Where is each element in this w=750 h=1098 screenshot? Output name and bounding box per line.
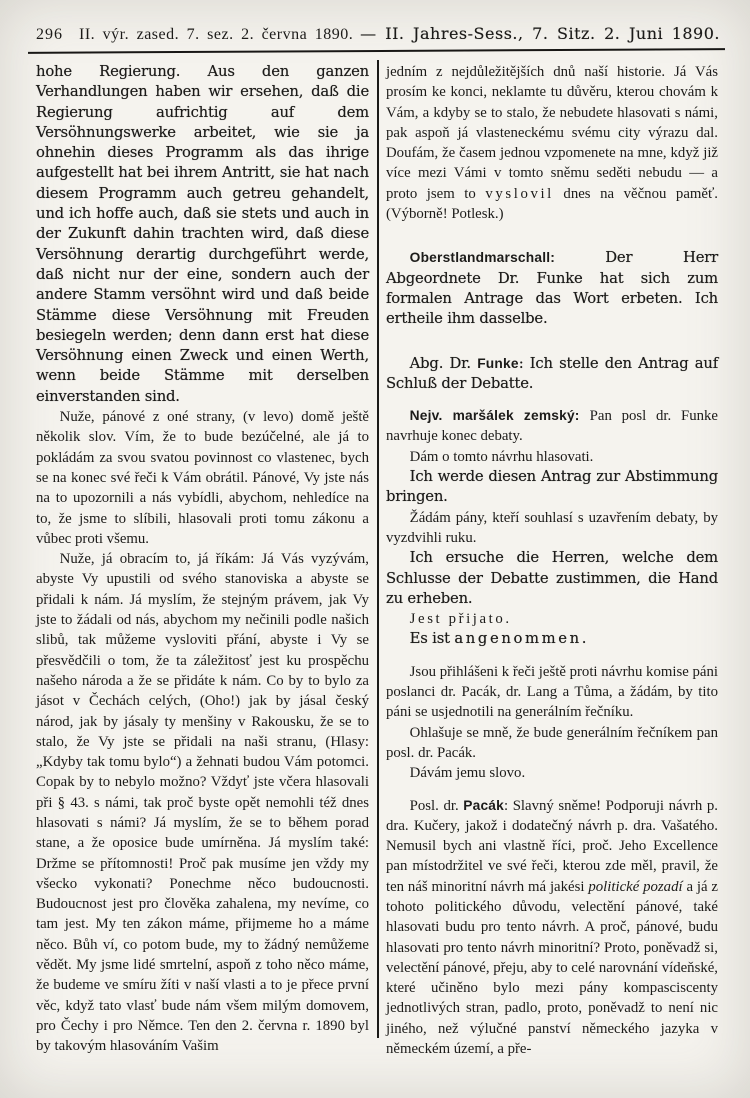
text-segment: a já z tohoto politického důvodu, velectění pánové, také hlasovati budu pro tento návrh. A proč, pánové, budu hlasovati pro tento návrh minoritní? Proto, poněvadž si, velectění pánové, přeju, aby to celé narovnání vídeňské, které učiněno bylo mezi pány kompasciscenty jednotlivých stran, padlo, proto, poněvadž to není nic jiného, než výlučné panství německého jazyka v německém území, a pře-: [386, 878, 719, 1058]
text-segment: Pan posl dr. Funke navrhuje konec debaty.: [386, 408, 718, 445]
text-segment: Ich werde diesen Antrag zur Abstimmung bringen.: [386, 468, 718, 506]
text-segment-emphasized: angenommen.: [454, 630, 590, 648]
speaker-label: Nejv. maršálek zemský:: [409, 408, 590, 424]
paragraph: [36, 62, 369, 407]
session-title-czech: II. výr. zased. 7. sez. 2. června 1890.: [79, 26, 354, 43]
paragraph: [386, 354, 718, 395]
paragraph: [386, 609, 718, 629]
session-title-german: — II. Jahres-Sess., 7. Sitz. 2. Juni 1890.: [360, 24, 720, 43]
text-segment: Žádám pány, kteří souhlasí s uzavřením debaty, by vyzdvihli ruku.: [386, 509, 718, 546]
paragraph: [386, 248, 718, 329]
text-segment: dnes na věčnou paměť. (Výborně! Potlesk.): [386, 185, 718, 223]
paragraph: [386, 763, 718, 783]
text-segment: Posl. dr.: [409, 797, 464, 814]
paragraph: [386, 62, 718, 224]
text-segment: Ohlašuje se mně, že bude generálním řečníkem pan posl. dr. Pacák.: [386, 724, 718, 761]
text-segment: : Ich stelle den Antrag auf Schluß der Debatte.: [386, 354, 718, 392]
text-segment: Nuže, já obracím to, já říkám: Já Vás vyzývám, abyste Vy upustili od svého stanoviska a abyste se přidali k nám. Já myslím, že stejným právem, jak Vy jste to žádali od nás, abychom my nečinili podle našich slibů, tak můžeme vysloviti přání, abyste i Vy se přesvědčili o tom, že ta záležitosť jest ku prospěchu našeho národa a že se přidáte k nám. Co by to bylo za jásot v Čechách celých, (Oho!) jak by jásal český národ, jak by jásaly ty menšiny v Rakousku, že se to stalo, že Vy jste se přidali na naši stranu, (Hlasy: „Kdyby tak tomu bylo“) a žehnati budou Vám potomci. Copak by to nebylo možno? Vždyť jste včera hlasovali při § 43. s námi, tak proč byste opět nemohli též dnes hlasovati s námi? Já myslím, že se to během porad stane, a že oposice bude umírněna. Já myslím také: Držme se přítomnosti! Proč pak musíme jen vždy my všecko vykonati? Ponechme něco budoucnosti. Budoucnost jest pro člověka zahalena, my nevíme, co tam jest. My ten zákon máme, přijmeme ho a máme něco. Bůh ví, co potom bude, my to žádný nemůžeme vědět. My jsme lidé smrtelní, aspoň z toho něco máme, že budeme ve smíru žíti v naší vlasti a to je přece první věc, když tato vlasť bude nám všem milým domovem, pro Čechy i pro Němce. Ten den 2. června r. 1890 byl by takovým hlasováním Vašim: [36, 551, 369, 1055]
paragraph: [36, 407, 369, 549]
text-segment-italic: politické pozadí: [588, 878, 683, 895]
left-column: [36, 62, 369, 1057]
paragraph: [36, 549, 369, 1056]
right-column: [386, 62, 718, 1059]
page-header: [36, 24, 720, 44]
paragraph: [386, 629, 718, 649]
text-segment: : Slavný sněme! Podporuji návrh p. dra. Kučery, jakož i dodatečný návrh p. dra. Vašatého. Nemusil bych ani vlastně říci, proč. Jeho Excellence pan místodržitel ve své řeči, kterou zde měl, pravil, že ten náš minoritní návrh má jakési: [386, 797, 718, 895]
text-segment-emphasized: vyslovil: [485, 185, 554, 202]
text-segment: jedním z nejdůležitějších dnů naší historie. Já Vás prosím ke konci, neklamte tu důvěru, kterou chovám k Vám, a kdyby se to stalo, že nebudete hlasovati s námi, pak aspoň já vlasteneckému svému city výrazu dal. Doufám, že časem jednou vzpomenete na mne, když již více mezi Vámi v tomto sněmu seděti nebudu — a proto jsem to: [386, 64, 718, 202]
text-segment: Ich ersuche die Herren, welche dem Schlusse der Debatte zustimmen, die Hand zu erheben.: [386, 549, 718, 607]
paragraph: [386, 406, 718, 447]
text-segment: Dám o tomto návrhu hlasovati.: [409, 448, 594, 465]
page-number: 296: [36, 26, 63, 43]
paragraph: [386, 467, 718, 508]
text-segment: Nuže, pánové z oné strany, (v levo) domě ještě několik slov. Vím, že to bude bezúčelné, ale já to pokládám za svou svatou povinnost co vlastenec, bych se na konec své řeči k Vám obrátil. Pánové, Vy jste nás na to upozornili a nás vybídli, abychom, nehledíce na to, že jsme to slíbili, hlasovali proti tomu zákonu a vůbec proti všemu.: [36, 409, 369, 547]
paragraph: [386, 723, 718, 764]
column-divider: [377, 60, 379, 1038]
text-segment-emphasized: Jest přijato.: [409, 611, 512, 628]
text-segment: hohe Regierung. Aus den ganzen Verhandlungen haben wir ersehen, daß die Regierung aufrichtig auf dem Versöhnungswerke arbeitet, wie sie ja ohnehin dieses Programm als das ihrige aufgestellt hat bei ihrem Antritt, sie hat nach diesem Programm auch getreu gehandelt, und ich hoffe auch, daß sie stets und auch in der Zukunft dahin trachten wird, daß diese Versöhnung derartig durchgeführt werde, daß nicht nur der eine, sondern auch der andere Stamm versöhnt wird und daß beide Stämme diese Versöhnung mit Freuden besiegeln werden; denn dann erst hat diese Versöhnung einen Zweck und einen Werth, wenn beide Stämme mit derselben einverstanden sind.: [36, 63, 369, 405]
text-segment: Abg. Dr.: [409, 354, 478, 372]
speaker-label: Oberstlandmarschall:: [409, 250, 606, 266]
text-segment: Jsou přihlášeni k řeči ještě proti návrhu komise páni poslanci dr. Pacák, dr. Lang a Tůma, a žádám, by tito páni se usjednotili na generálním řečníku.: [386, 663, 718, 721]
text-segment: Der Herr Abgeordnete Dr. Funke hat sich zum formalen Antrage das Wort erbeten. Ich ertheile ihm dasselbe.: [386, 249, 719, 328]
paragraph: [386, 548, 718, 609]
text-segment: Dávám jemu slovo.: [409, 765, 526, 782]
text-segment: Es ist: [409, 630, 455, 648]
paragraph: [386, 508, 718, 549]
paragraph: [386, 796, 718, 1060]
header-rule: [28, 48, 725, 54]
paragraph: [386, 662, 718, 723]
speaker-label: Funke: [477, 355, 519, 371]
paragraph: [386, 447, 718, 467]
speaker-label: Pacák: [463, 797, 504, 813]
